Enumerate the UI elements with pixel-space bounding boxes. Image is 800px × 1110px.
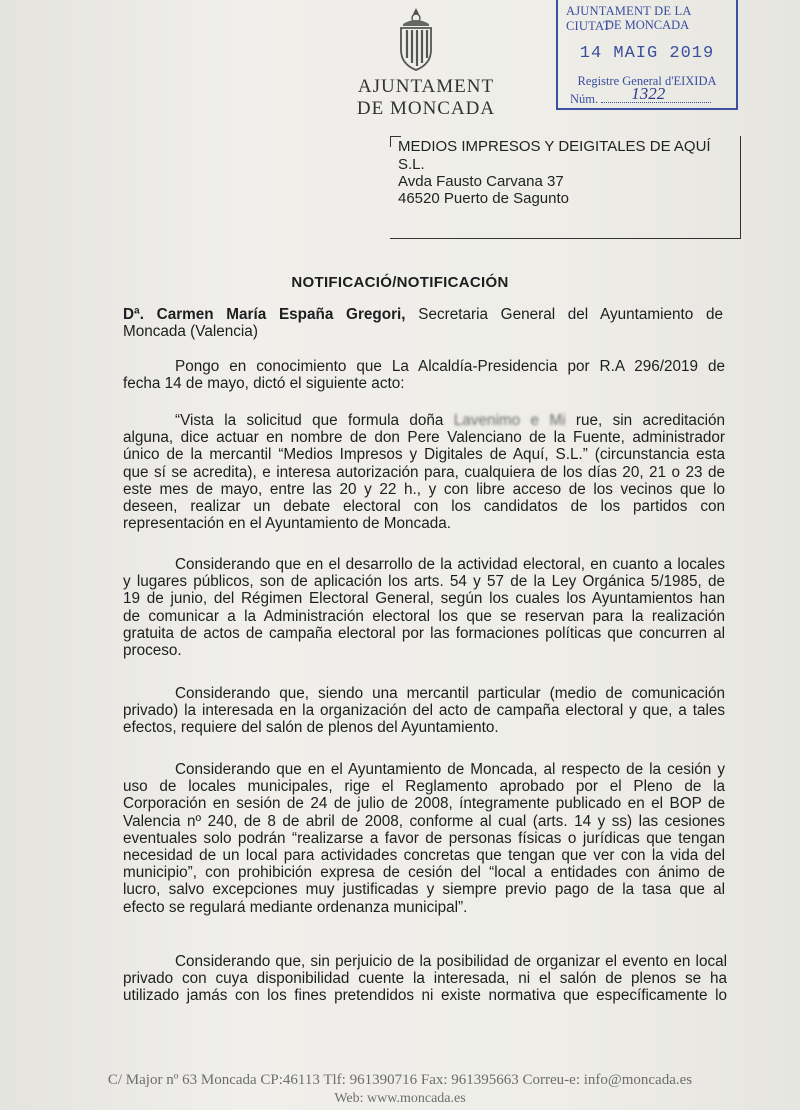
para5-line: eventuales solo podrán “realizarse a favor de personas físicas o jurídicas que tengan [123, 829, 725, 847]
para6-line: utilizado jamás con los fines pretendidos ni existe normativa que específicamente lo [123, 987, 727, 1005]
recipient-line4: 46520 Puerto de Sagunto [398, 190, 569, 207]
para5-line: Corporación en sesión de 24 de julio de 2008, íntegramente publicado en el BOP de [123, 795, 725, 813]
para3-line: 19 de junio, del Régimen Electoral General, según los cuales los Ayuntamientos han [123, 590, 725, 608]
paragraph-request [123, 412, 725, 532]
para5-line: Valencia nº 240, de 8 de abril de 2008, conforme al cual (arts. 14 y ss) las cesiones [123, 812, 725, 830]
para4-line: privado) la interesada en la organización del acto de campaña electoral y que, a tales [123, 702, 725, 720]
paragraph-notice [123, 358, 725, 392]
stamp-number-line [601, 84, 711, 103]
footer-contact: C/ Major nº 63 Moncada CP:46113 Tlf: 961390716 Fax: 961395663 Correu-e: info@moncada.es [107, 1072, 693, 1088]
para2-line: representación en el Ayuntamiento de Moncada. [123, 515, 451, 533]
para5-line: efecto se regulará mediante ordenanza municipal”. [123, 898, 468, 916]
recipient-line1: MEDIOS IMPRESOS Y DEIGITALES DE AQUÍ [398, 138, 711, 155]
recipient-line2: S.L. [398, 156, 425, 173]
signatory-name: Dª. Carmen María España Gregori, [123, 306, 406, 323]
registry-stamp [556, 0, 738, 110]
para5-line: uso de locales municipales, rige el Reglamento aprobado por el Pleno de la [123, 778, 725, 796]
footer-website: Web: www.moncada.es [334, 1091, 466, 1106]
document-title: NOTIFICACIÓ/NOTIFICACIÓN [291, 274, 509, 291]
para4-line: efectos, requiere del salón de plenos del Ayuntamiento. [123, 719, 499, 737]
recipient-line3: Avda Fausto Carvana 37 [398, 173, 564, 190]
para2-line1-end: rue, sin acreditación [575, 412, 726, 429]
para3-line: de comunicar a la Administración electoral los que se reservan para la realización [123, 607, 725, 625]
paragraph-private-medium [123, 685, 725, 737]
stamp-number-row [570, 84, 711, 107]
para2-line: este mes de mayo, entre las 20 y 22 h., y con libre acceso de los vecinos que lo [123, 480, 725, 498]
para2-line: alguna, dice actuar en nombre de don Pere Valenciano de la Fuente, administrador [123, 429, 725, 447]
stamp-line1: AJUNTAMENT DE LA CIUTAT [566, 4, 691, 33]
para5-line: Considerando que en el Ayuntamiento de Moncada, al respecto de la cesión y [175, 761, 725, 778]
intro-line2: Moncada (Valencia) [123, 323, 258, 341]
para1-line: Pongo en conocimiento que La Alcaldía-Presidencia por R.A 296/2019 de [175, 358, 725, 375]
para3-line: y lugares públicos, son de aplicación los arts. 54 y 57 de la Ley Orgánica 5/1985, de [123, 573, 725, 591]
para2-line: deseen, realizar un debate electoral con los candidatos de los partidos con [123, 497, 725, 515]
coat-of-arms-logo [393, 6, 439, 72]
recipient-address-box [390, 136, 741, 239]
paragraph-electoral-law [123, 556, 725, 659]
stamp-number-value: 1322 [631, 84, 666, 103]
para2-line: único de la mercantil “Medios Impresos y Digitales de Aquí, S.L.” (circunstancia esta [123, 446, 725, 464]
para2-line1-start: “Vista la solicitud que formula doña [175, 412, 444, 429]
paragraph-venue [123, 953, 727, 1005]
para1-line: fecha 14 de mayo, dictó el siguiente acto: [123, 375, 405, 393]
stamp-number-label: Núm. [570, 92, 599, 106]
para5-line: municipio”, con prohibición expresa de cesión del “local a entidades con ánimo de [123, 864, 725, 882]
redacted-name: Lavenimo e Mi [453, 412, 566, 429]
para2-line: que sí se acredita), e interesa autorización para, cualquiera de los días 20, 21 o 23 de [123, 463, 725, 481]
org-name-line1: AJUNTAMENT [357, 76, 495, 97]
intro-line1-rest: Secretaria General del Ayuntamiento de [418, 306, 724, 323]
para4-line: Considerando que, siendo una mercantil particular (medio de comunicación [175, 685, 725, 702]
para5-line: lucro, salvo excepciones muy justificadas y siempre previo pago de la tasa que al [123, 881, 725, 899]
para3-line: proceso. [123, 641, 182, 659]
organization-name [346, 76, 506, 120]
stamp-registry-label: Registre General d'EIXIDA [577, 74, 717, 88]
org-name-line2: DE MONCADA [356, 98, 496, 119]
intro-paragraph [123, 306, 723, 340]
para6-line: Considerando que, sin perjuicio de la posibilidad de organizar el evento en local [175, 953, 727, 970]
paragraph-regulation [123, 761, 725, 916]
para3-line: Considerando que en el desarrollo de la actividad electoral, en cuanto a locales [175, 556, 725, 573]
para3-line: gratuita de actos de campaña electoral por las formaciones políticas que concurren al [123, 624, 725, 642]
para6-line: privado con cuya disponibilidad cuente la interesada, ni el salón de plenos se ha [123, 970, 727, 988]
stamp-line2: DE MONCADA [604, 18, 690, 32]
para5-line: necesidad de un local para actividades concretas que tengan que ver con la vida del [123, 846, 725, 864]
stamp-date: 14 MAIG 2019 [579, 44, 715, 63]
